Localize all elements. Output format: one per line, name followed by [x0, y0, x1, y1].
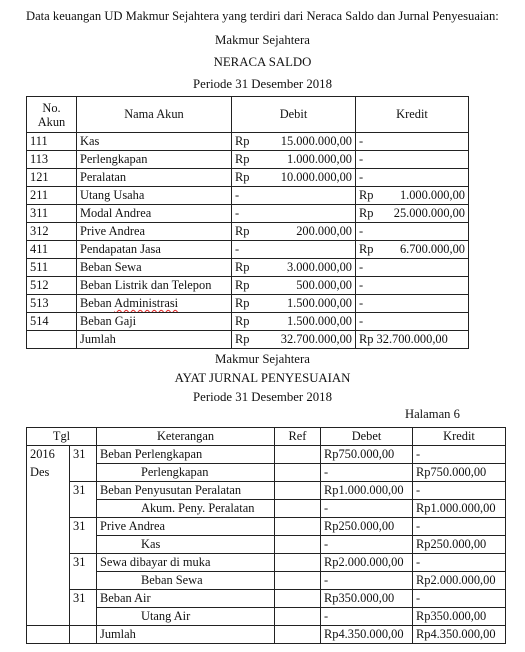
halaman-label: Halaman 6 [405, 407, 460, 421]
debet-dash: - [321, 536, 413, 554]
ref-cell [275, 554, 321, 572]
kredit-cell [356, 259, 469, 277]
kredit-cell [356, 223, 469, 241]
table-row [27, 151, 469, 169]
ref-cell [275, 590, 321, 608]
kredit-rp: - [359, 314, 364, 328]
account-number: 411 [27, 241, 77, 259]
year-cell: 2016 [27, 446, 70, 464]
account-number: 113 [27, 151, 77, 169]
kredit-value: 6.700.000,00 [399, 242, 465, 256]
month-cell [27, 536, 70, 554]
header-ref: Ref [275, 428, 321, 446]
kredit-rp: - [359, 278, 364, 292]
intro-text: Data keuangan UD Makmur Sejahtera yang terdiri dari Neraca Saldo dan Jurnal Penyesuaian: [26, 9, 499, 23]
debit-cell [232, 313, 356, 331]
debit-value: 15.000.000,00 [280, 134, 352, 148]
journal-debit-row [27, 482, 506, 500]
header-no-akun: No. Akun [27, 97, 77, 133]
account-name: Beban Sewa [77, 259, 232, 277]
debet-dash: - [321, 572, 413, 590]
account-name: Pendapatan Jasa [77, 241, 232, 259]
kredit-cell [356, 169, 469, 187]
debit-rp: Rp [235, 170, 250, 184]
kredit-cell [356, 241, 469, 259]
table-row [27, 187, 469, 205]
account-name: Perlengkapan [77, 151, 232, 169]
account-name: Utang Usaha [77, 187, 232, 205]
kredit-value: 25.000.000,00 [393, 206, 465, 220]
debit-value: 200.000,00 [296, 224, 352, 238]
debit-account: Prive Andrea [97, 518, 275, 536]
month-cell [27, 608, 70, 626]
journal-credit-row [27, 536, 506, 554]
debit-rp: Rp [235, 278, 250, 292]
ajp-company: Makmur Sejahtera [215, 352, 310, 366]
day-empty [70, 608, 97, 626]
jurnal-penyesuaian-table [26, 427, 506, 644]
journal-credit-row [27, 608, 506, 626]
account-name: Beban Listrik dan Telepon [77, 277, 232, 295]
account-name-spellcheck: Administrasi [114, 296, 179, 310]
neraca-period: Periode 31 Desember 2018 [193, 77, 332, 91]
account-name-prefix: Beban [80, 296, 115, 310]
kredit-rp: - [359, 134, 364, 148]
kredit-rp: - [359, 224, 364, 238]
kredit-cell [356, 151, 469, 169]
year-cell [27, 482, 70, 500]
ajp-total-label: Jumlah [97, 626, 275, 644]
month-cell: Des [27, 464, 70, 482]
credit-account: Utang Air [97, 608, 275, 626]
account-name: Beban Gaji [77, 313, 232, 331]
kredit-dash: - [413, 518, 506, 536]
debit-cell [232, 277, 356, 295]
ref-cell [275, 482, 321, 500]
total-debit-rp: Rp [235, 332, 250, 346]
account-number: 211 [27, 187, 77, 205]
account-number: 511 [27, 259, 77, 277]
day-cell: 31 [70, 554, 97, 572]
neraca-title: NERACA SALDO [213, 55, 312, 69]
debit-rp: Rp [235, 260, 250, 274]
account-number: 121 [27, 169, 77, 187]
day-cell: 31 [70, 482, 97, 500]
kredit-value: 1.000.000,00 [399, 188, 465, 202]
debit-account: Beban Air [97, 590, 275, 608]
account-number: 513 [27, 295, 77, 313]
total-kredit: Rp 32.700.000,00 [356, 331, 469, 349]
debit-cell [232, 205, 356, 223]
debit-account: Beban Penyusutan Peralatan [97, 482, 275, 500]
debit-value: 1.500.000,00 [286, 296, 352, 310]
neraca-total-row [27, 331, 469, 349]
header-keterangan: Keterangan [97, 428, 275, 446]
debit-cell [232, 133, 356, 151]
debit-rp: Rp [235, 152, 250, 166]
account-name: Modal Andrea [77, 205, 232, 223]
year-cell [27, 554, 70, 572]
kredit-rp: - [359, 296, 364, 310]
account-number: 514 [27, 313, 77, 331]
day-empty [70, 464, 97, 482]
account-number: 312 [27, 223, 77, 241]
kredit-amount: Rp250.000,00 [413, 536, 506, 554]
debit-cell [232, 223, 356, 241]
account-name: Peralatan [77, 169, 232, 187]
journal-credit-row [27, 572, 506, 590]
credit-account: Beban Sewa [97, 572, 275, 590]
journal-debit-row [27, 446, 506, 464]
debit-value: 500.000,00 [296, 278, 352, 292]
ref-cell [275, 518, 321, 536]
ajp-period: Periode 31 Desember 2018 [193, 390, 332, 404]
table-row [27, 169, 469, 187]
table-row [27, 277, 469, 295]
kredit-rp: - [359, 170, 364, 184]
kredit-cell [356, 313, 469, 331]
header-tgl: Tgl [27, 428, 97, 446]
day-empty [70, 500, 97, 518]
table-row [27, 223, 469, 241]
table-row [27, 313, 469, 331]
kredit-dash: - [413, 554, 506, 572]
debet-amount: Rp750.000,00 [321, 446, 413, 464]
account-number: 111 [27, 133, 77, 151]
total-debit-value: 32.700.000,00 [280, 332, 352, 346]
table-row [27, 295, 469, 313]
ref-cell [275, 464, 321, 482]
journal-debit-row [27, 518, 506, 536]
ref-cell [275, 608, 321, 626]
kredit-cell [356, 133, 469, 151]
kredit-amount: Rp2.000.000,00 [413, 572, 506, 590]
credit-account: Akum. Peny. Peralatan [97, 500, 275, 518]
journal-debit-row [27, 554, 506, 572]
table-row [27, 205, 469, 223]
account-number: 512 [27, 277, 77, 295]
debit-value: 3.000.000,00 [286, 260, 352, 274]
ref-cell [275, 446, 321, 464]
debet-dash: - [321, 608, 413, 626]
debet-amount: Rp250.000,00 [321, 518, 413, 536]
total-label: Jumlah [77, 331, 232, 349]
kredit-cell [356, 187, 469, 205]
debit-rp: - [235, 242, 240, 256]
table-row [27, 259, 469, 277]
account-name: Prive Andrea [77, 223, 232, 241]
month-cell [27, 572, 70, 590]
debit-cell [232, 151, 356, 169]
credit-account: Perlengkapan [97, 464, 275, 482]
debet-amount: Rp2.000.000,00 [321, 554, 413, 572]
header-kredit: Kredit [356, 97, 469, 133]
kredit-dash: - [413, 446, 506, 464]
debit-account: Sewa dibayar di muka [97, 554, 275, 572]
journal-debit-row [27, 590, 506, 608]
ref-cell [275, 572, 321, 590]
debit-value: 1.500.000,00 [286, 314, 352, 328]
kredit-rp: - [359, 152, 364, 166]
day-cell: 31 [70, 446, 97, 464]
debit-account: Beban Perlengkapan [97, 446, 275, 464]
total-debit [232, 331, 356, 349]
debet-dash: - [321, 464, 413, 482]
day-cell: 31 [70, 590, 97, 608]
ajp-total-row [27, 626, 506, 644]
day-empty [70, 536, 97, 554]
kredit-rp: Rp [359, 206, 374, 220]
kredit-cell [356, 277, 469, 295]
debit-rp: Rp [235, 224, 250, 238]
header-nama-akun: Nama Akun [77, 97, 232, 133]
kredit-rp: - [359, 260, 364, 274]
kredit-amount: Rp350.000,00 [413, 608, 506, 626]
journal-credit-row [27, 500, 506, 518]
debit-value: 1.000.000,00 [286, 152, 352, 166]
debet-amount: Rp1.000.000,00 [321, 482, 413, 500]
kredit-dash: - [413, 482, 506, 500]
debit-cell [232, 169, 356, 187]
ref-cell [275, 500, 321, 518]
header-debit: Debit [232, 97, 356, 133]
table-row [27, 133, 469, 151]
credit-account: Kas [97, 536, 275, 554]
year-cell [27, 518, 70, 536]
ref-cell [275, 536, 321, 554]
debit-rp: Rp [235, 134, 250, 148]
neraca-saldo-table [26, 96, 469, 349]
table-row [27, 241, 469, 259]
debit-value: 10.000.000,00 [280, 170, 352, 184]
kredit-amount: Rp1.000.000,00 [413, 500, 506, 518]
debit-cell [232, 187, 356, 205]
neraca-company: Makmur Sejahtera [215, 33, 310, 47]
kredit-rp: Rp [359, 188, 374, 202]
debit-cell [232, 241, 356, 259]
debit-rp: Rp [235, 314, 250, 328]
debit-rp: Rp [235, 296, 250, 310]
debit-rp: - [235, 188, 240, 202]
debit-cell [232, 259, 356, 277]
debit-rp: - [235, 206, 240, 220]
day-cell: 31 [70, 518, 97, 536]
account-name: Kas [77, 133, 232, 151]
account-number: 311 [27, 205, 77, 223]
ajp-total-debet: Rp4.350.000,00 [321, 626, 413, 644]
debit-cell [232, 295, 356, 313]
ajp-total-kredit: Rp4.350.000,00 [413, 626, 506, 644]
kredit-dash: - [413, 590, 506, 608]
header-debet: Debet [321, 428, 413, 446]
journal-credit-row [27, 464, 506, 482]
header-kredit-ajp: Kredit [413, 428, 506, 446]
account-name [77, 295, 232, 313]
debet-dash: - [321, 500, 413, 518]
debet-amount: Rp350.000,00 [321, 590, 413, 608]
ajp-title: AYAT JURNAL PENYESUAIAN [174, 371, 351, 385]
kredit-cell [356, 205, 469, 223]
year-cell [27, 590, 70, 608]
month-cell [27, 500, 70, 518]
kredit-rp: Rp [359, 242, 374, 256]
kredit-cell [356, 295, 469, 313]
day-empty [70, 572, 97, 590]
kredit-amount: Rp750.000,00 [413, 464, 506, 482]
